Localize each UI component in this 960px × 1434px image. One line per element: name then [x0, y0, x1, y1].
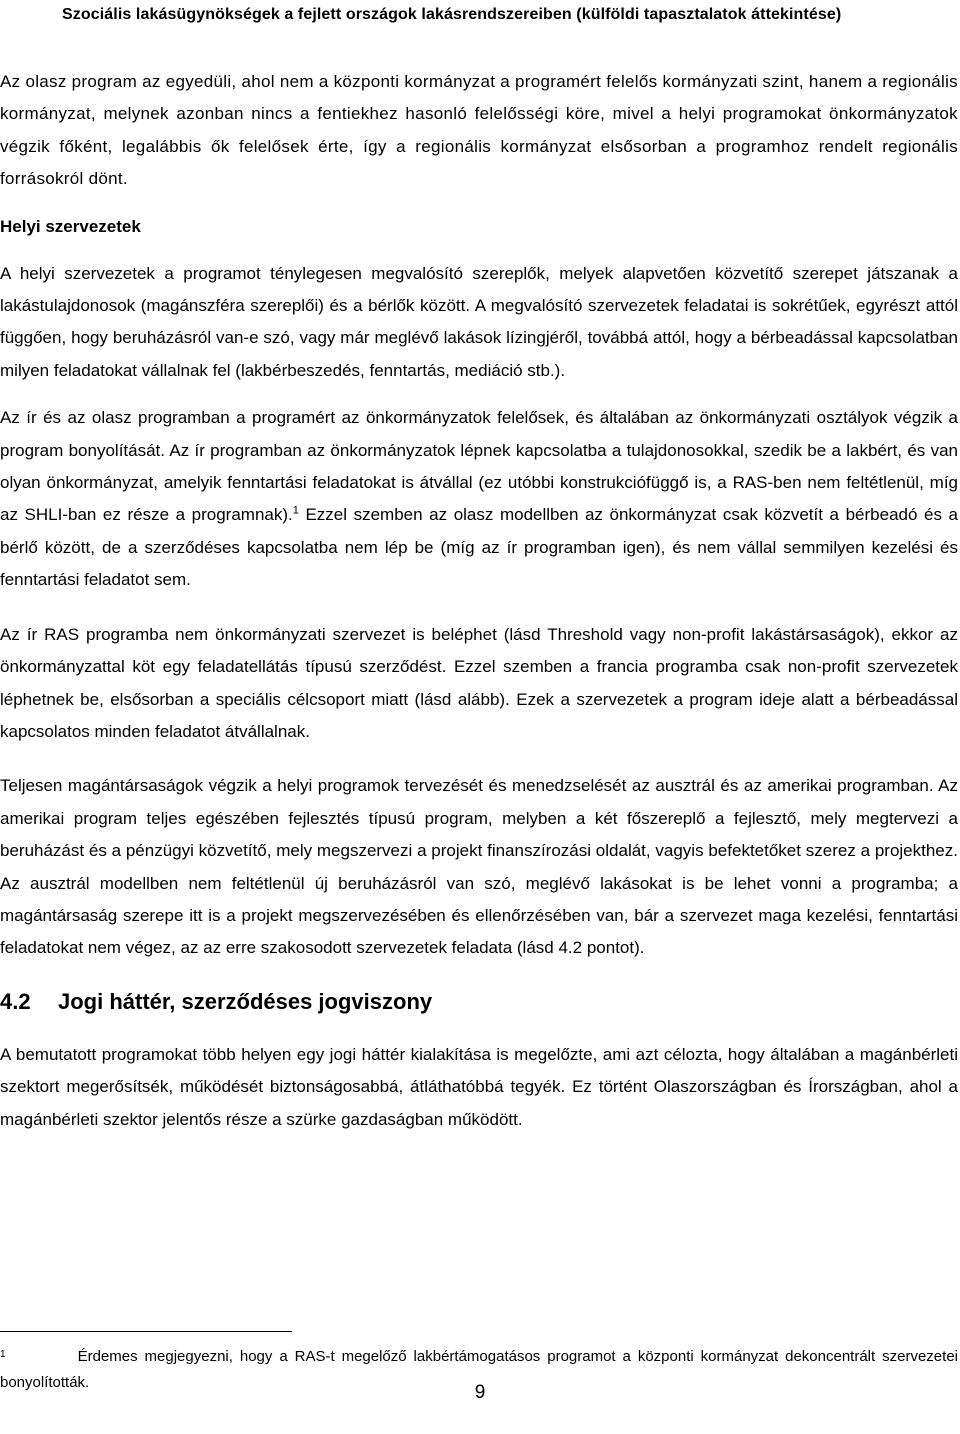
paragraph-text-part: Ezzel szemben az olasz modellben az önkormányzat csak közvetít a bérbeadó és a bérlő között, de a szerződéses kapcsolatba nem lép be (míg az ír programban igen), és nem vállal semmilyen kezelési és fenntartási feladatot sem.: [0, 505, 958, 590]
section-title: Jogi háttér, szerződéses jogviszony: [58, 988, 433, 1014]
paragraph-private-companies: Teljesen magántársaságok végzik a helyi programok tervezését és menedzselését az ausztrál és az amerikai programban. Az amerikai program teljes egészében fejlesztés típusú program, melyben a két főszereplő a fejlesztő, mely megtervezi a beruházást és a pénzügyi közvetítő, mely megszervezi a projekt finanszírozási oldalát, vagyis befektetőket szerez a projekthez. Az ausztrál modellben nem feltétlenül új beruházásról van szó, meglévő lakásokat is be lehet vonni a programba; a magántársaság szerepe itt is a projekt megszervezésében és ellenőrzésében van, bár a szervezet maga kezelési, fenntartási feladatokat nem végez, az az erre szakosodott szervezetek feladata (lásd 4.2 pontot).: [0, 776, 958, 958]
running-header: Szociális lakásügynökségek a fejlett országok lakásrendszereiben (külföldi tapasztalatok áttekintése): [62, 6, 842, 23]
footnote-separator: [0, 1331, 292, 1332]
subheading-helyi-szervezetek: Helyi szervezetek: [0, 216, 141, 236]
paragraph-text-part: Az ír és az olasz programban a programért az önkormányzatok felelősek, és általában az önkormányzati osztályok végzik a program bonyolítását. Az ír programban az önkormányzatok lépnek kapcsolatba a tulajdonosokkal, szedik be a lakbért, és van olyan önkormányzat, amelyik fenntartási feladatokat is átvállal (ez utóbbi konstrukciófüggő is, a RAS-ben nem feltétlenül, míg az SHLI-ban ez része a programnak).: [0, 408, 958, 525]
page-content: [0, 66, 958, 1136]
page-number: 9: [474, 1382, 486, 1403]
footnote-mark: 1: [0, 1349, 6, 1360]
paragraph-italian-program: Az olasz program az egyedüli, ahol nem a központi kormányzat a programért felelős kormányzati szint, hanem a regionális kormányzat, melynek azonban nincs a fentiekhez hasonló felelősségi köre, mivel a helyi programokat önkormányzatok végzik főként, legalábbis ők felelősek érte, így a regionális kormányzat elsősorban a programhoz rendelt regionális forrásokról dönt.: [0, 72, 958, 189]
footnote-reference[interactable]: 1: [292, 504, 299, 517]
section-number: 4.2: [0, 988, 31, 1014]
paragraph-local-organizations: A helyi szervezetek a programot ténylegesen megvalósító szereplők, melyek alapvetően közvetítő szerepet játszanak a lakástulajdonosok (magánszféra szereplői) és a bérlők között. A megvalósító szervezetek feladatai is sokrétűek, egyrészt attól függően, hogy beruházásról van-e szó, vagy már meglévő lakások lízingjéről, továbbá attól, hogy a bérbeadással kapcsolatban milyen feladatokat vállalnak fel (lakbérbeszedés, fenntartás, mediáció stb.).: [0, 263, 958, 380]
footnote-text: Érdemes megjegyezni, hogy a RAS-t megelőző lakbértámogatásos programot a központi kormányzat dekoncentrált szervezetei bonyolították.: [0, 1348, 958, 1391]
paragraph-irish-italian: [0, 402, 958, 596]
section-heading: [0, 985, 958, 1019]
paragraph-legal-background: A bemutatott programokat több helyen egy jogi háttér kialakítása is megelőzte, ami azt célozta, hogy általában a magánbérleti szektort megerősítsék, működését biztonságosabbá, átláthatóbbá tegyék. Ez történt Olaszországban és Írországban, ahol a magánbérleti szektor jelentős része a szürke gazdaságban működött.: [0, 1044, 958, 1129]
paragraph-irish-ras: Az ír RAS programba nem önkormányzati szervezet is beléphet (lásd Threshold vagy non-profit lakástársaságok), ekkor az önkormányzattal köt egy feladatellátás típusú szerződést. Ezzel szemben a francia programba csak non-profit szervezetek léphetnek be, elsősorban a speciális célcsoport miatt (lásd alább). Ezek a szervezetek a program ideje alatt a bérbeadással kapcsolatos minden feladatot átvállalnak.: [0, 624, 958, 741]
